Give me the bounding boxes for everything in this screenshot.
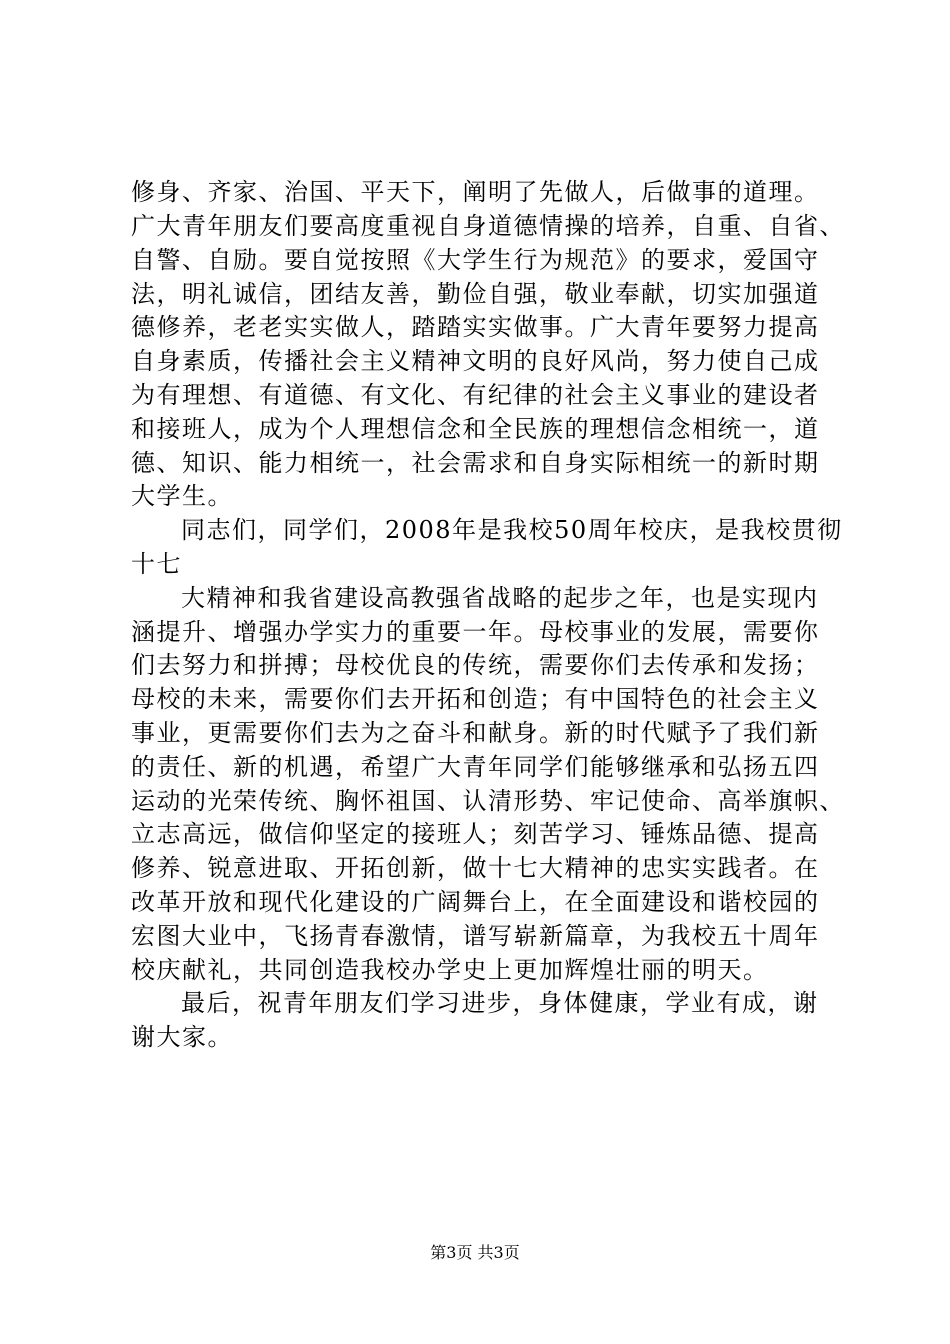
- text-line: 同志们，同学们，2008年是我校50周年校庆，是我校贯彻: [181, 516, 843, 544]
- text-line: 广大青年朋友们要高度重视自身道德情操的培养，自重、自省、: [131, 212, 845, 240]
- page-number-footer: 第3页 共3页: [430, 1243, 520, 1262]
- text-line: 修养、锐意进取、开拓创新，做十七大精神的忠实实践者。在: [131, 854, 820, 882]
- text-line: 校庆献礼，共同创造我校办学史上更加辉煌壮丽的明天。: [131, 956, 769, 984]
- text-line: 母校的未来，需要你们去开拓和创造；有中国特色的社会主义: [131, 685, 820, 713]
- text-line: 法，明礼诚信，团结友善，勤俭自强，敬业奉献，切实加强道: [131, 280, 820, 308]
- text-line: 最后，祝青年朋友们学习进步，身体健康，学业有成，谢: [181, 989, 819, 1017]
- text-line: 为有理想、有道德、有文化、有纪律的社会主义事业的建设者: [131, 381, 820, 409]
- text-line: 自警、自励。要自觉按照《大学生行为规范》的要求，爱国守: [131, 246, 820, 274]
- text-line: 宏图大业中，飞扬青春激情，谱写崭新篇章，为我校五十周年: [131, 922, 820, 950]
- text-line: 谢大家。: [131, 1023, 233, 1051]
- text-line: 的责任、新的机遇，希望广大青年同学们能够继承和弘扬五四: [131, 753, 820, 781]
- text-line: 们去努力和拼搏；母校优良的传统，需要你们去传承和发扬；: [131, 651, 820, 679]
- text-line: 大学生。: [131, 482, 233, 510]
- text-line: 立志高远，做信仰坚定的接班人；刻苦学习、锤炼品德、提高: [131, 820, 820, 848]
- text-line: 涵提升、增强办学实力的重要一年。母校事业的发展，需要你: [131, 618, 820, 646]
- text-line: 运动的光荣传统、胸怀祖国、认清形势、牢记使命、高举旗帜、: [131, 787, 845, 815]
- text-line: 自身素质，传播社会主义精神文明的良好风尚，努力使自己成: [131, 347, 820, 375]
- text-line: 改革开放和现代化建设的广阔舞台上，在全面建设和谐校园的: [131, 888, 820, 916]
- text-line: 事业，更需要你们去为之奋斗和献身。新的时代赋予了我们新: [131, 719, 820, 747]
- text-line: 和接班人，成为个人理想信念和全民族的理想信念相统一，道: [131, 415, 820, 443]
- text-line: 修身、齐家、治国、平天下，阐明了先做人，后做事的道理。: [131, 178, 820, 206]
- text-line: 十七: [131, 550, 182, 578]
- text-line: 大精神和我省建设高教强省战略的起步之年，也是实现内: [181, 584, 819, 612]
- text-line: 德修养，老老实实做人，踏踏实实做事。广大青年要努力提高: [131, 313, 820, 341]
- text-line: 德、知识、能力相统一，社会需求和自身实际相统一的新时期: [131, 449, 820, 477]
